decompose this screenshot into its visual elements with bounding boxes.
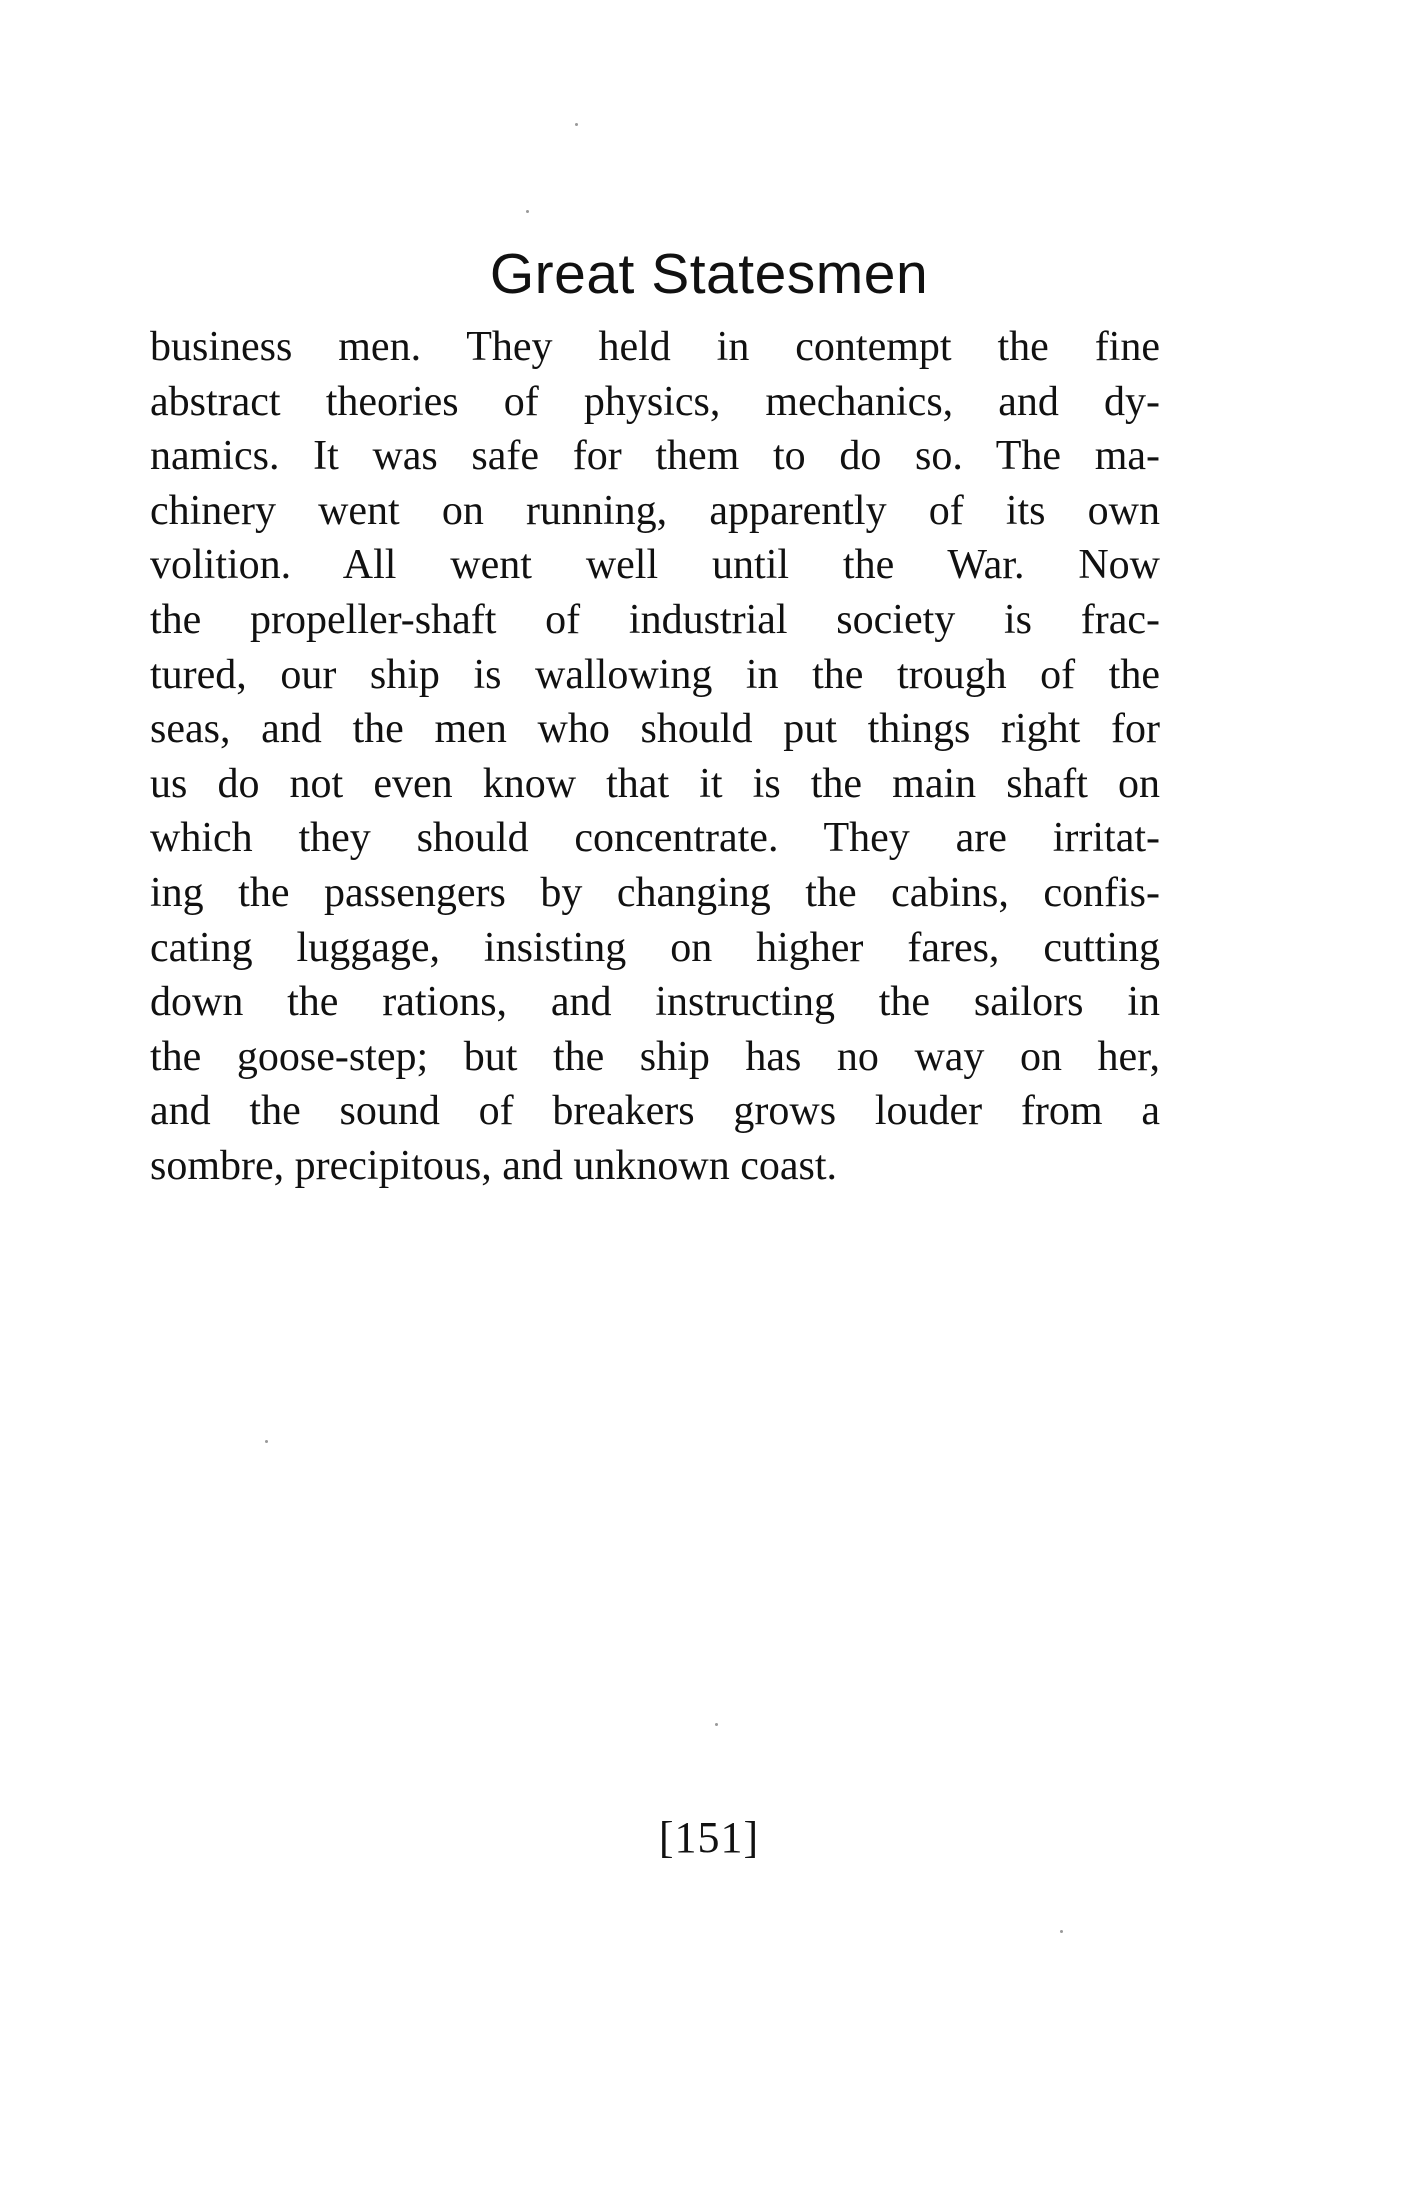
text-line: cating luggage, insisting on higher fares, cutting [150, 924, 1160, 971]
text-line: which they should concentrate. They are irritat- [150, 815, 1160, 862]
paper-speck [715, 1723, 718, 1726]
text-line: us do not even know that it is the main shaft on [150, 760, 1160, 807]
text-line: chinery went on running, apparently of its own [150, 487, 1160, 534]
text-line: namics. It was safe for them to do so. The ma- [150, 433, 1160, 480]
text-line: the goose-step; but the ship has no way on her, [150, 1033, 1160, 1080]
text-line: seas, and the men who should put things right for [150, 706, 1160, 753]
text-line: volition. All went well until the War. Now [150, 542, 1160, 589]
text-line: tured, our ship is wallowing in the trough of the [150, 651, 1160, 698]
paper-speck [575, 123, 578, 126]
body-text [150, 320, 1160, 1194]
page-number: [151] [658, 1813, 760, 1862]
text-line: down the rations, and instructing the sailors in [150, 979, 1160, 1026]
paper-speck [526, 210, 529, 213]
text-line: business men. They held in contempt the fine [150, 324, 1160, 370]
running-head: Great Statesmen [489, 242, 929, 306]
paper-speck [265, 1440, 268, 1443]
text-line: the propeller-shaft of industrial society is frac- [150, 596, 1160, 643]
text-line: sombre, precipitous, and unknown coast. [150, 1142, 838, 1189]
paper-speck [1060, 1930, 1063, 1933]
text-line: ing the passengers by changing the cabins, confis- [150, 869, 1160, 916]
text-line: abstract theories of physics, mechanics, and dy- [150, 378, 1160, 425]
text-line: and the sound of breakers grows louder from a [150, 1088, 1160, 1135]
